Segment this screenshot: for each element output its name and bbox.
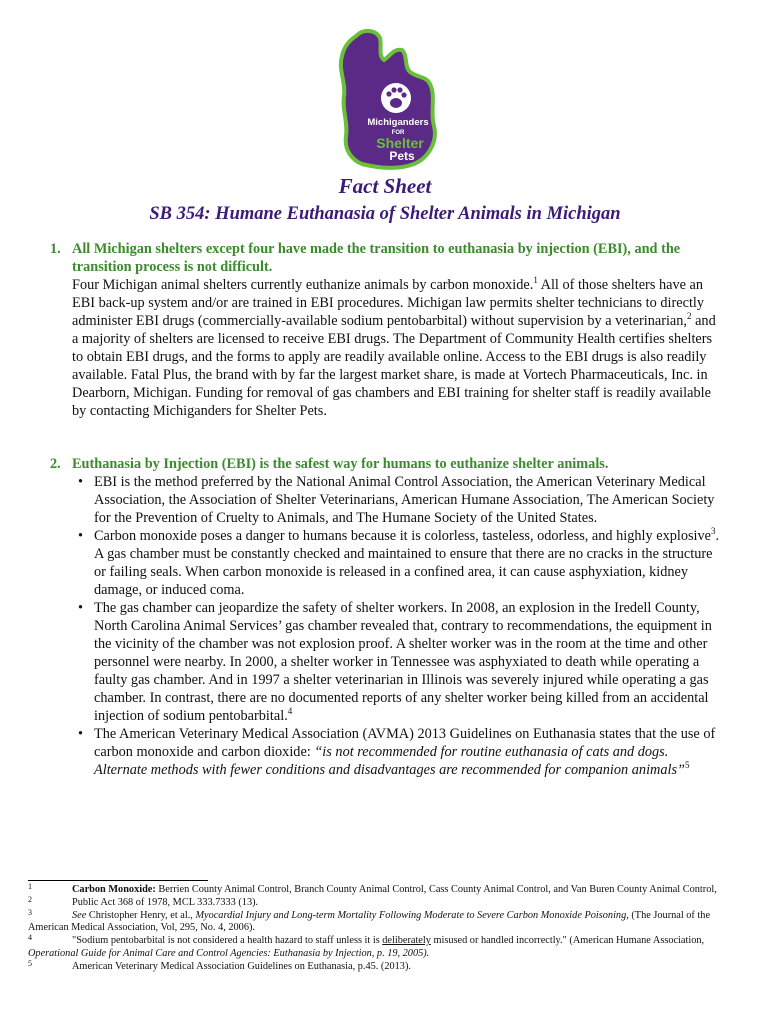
list-item (72, 527, 722, 599)
footnote-text: , (The Journal of the American Medical Association, Vol, 295, No. 4, 2006). (28, 909, 711, 934)
paragraph-text: and a majority of shelters are licensed to receive EBI drugs. The Department of Community Health certifies shelters to obtain EBI drugs, and the forms to apply are readily available online. Access to the EBI drugs is also readily available. Fatal Plus, the brand with by far the largest market share, is made at Vortech Pharmaceuticals, Inc. in Dearborn, Michigan. Funding for removal of gas chambers and EBI training for shelter staff is readily available by contacting Michiganders for Shelter Pets. (72, 313, 716, 419)
list-item (72, 599, 722, 725)
footnote-text: Berrien County Animal Control, Branch County Animal Control, Cass County Animal Control, and Van Buren County Animal Control, (155, 884, 717, 895)
bullet-text: Carbon monoxide poses a danger to humans because it is colorless, tasteless, odorless, and highly explosive (94, 528, 712, 544)
footnote-mark: 2 (28, 894, 32, 904)
footnote-bold: Carbon Monoxide: (72, 884, 156, 895)
section-heading-text: All Michigan shelters except four have made the transition to euthanasia by injection (EBI), and the transition process is not difficult. (72, 241, 681, 275)
footnotes (28, 884, 720, 974)
section-1-paragraph (72, 276, 722, 420)
quote-text: “is not recommended for routine euthanasia of cats and dogs. Alternate methods with fewer conditions and disadvantages are recommended for companion animals” (94, 744, 686, 778)
section-number: 2. (50, 456, 61, 472)
footnote-underline: deliberately (382, 935, 431, 947)
bullet-text: The American Veterinary Medical Association (AVMA) 2013 Guidelines on Euthanasia states that the use of carbon monoxide and carbon dioxide: (94, 726, 716, 760)
section-2-heading (50, 455, 722, 473)
section-number: 1. (50, 241, 61, 257)
logo-line3: Shelter (376, 135, 424, 151)
logo-line4: Pets (389, 149, 415, 163)
footnote-3 (28, 907, 720, 936)
footnote-mark: 3 (28, 907, 32, 917)
list-item (72, 473, 722, 527)
bullet-text: EBI is the method preferred by the National Animal Control Association, the American Veterinary Medical Association, the Association of Shelter Veterinarians, American Humane Association, The American Society for the Prevention of Cruelty to Animals, and The Humane Society of the United States. (94, 474, 715, 526)
bullet-text: . A gas chamber must be constantly checked and maintained to ensure that there are no cracks in the structure or failing seals. When carbon monoxide is released in a confined area, it can cause asphyxiation, kidney damage, or induced coma. (94, 528, 720, 598)
paragraph-text: Four Michigan animal shelters currently euthanize animals by carbon monoxide. (72, 277, 534, 293)
footnote-italic: Operational Guide for Animal Care and Control Agencies: Euthanasia by Injection, p. 19, 2005). (28, 947, 430, 959)
footnote-text: misused or handled incorrectly." (American Humane Association, (430, 935, 705, 947)
footnote-mark: 1 (28, 882, 32, 891)
section-1 (50, 240, 722, 420)
footnote-text: American Veterinary Medical Association Guidelines on Euthanasia, p.45. (2013). (72, 960, 411, 972)
footnote-4 (28, 935, 720, 961)
section-heading-text: Euthanasia by Injection (EBI) is the safest way for humans to euthanize shelter animals. (72, 456, 609, 472)
footnote-1 (28, 884, 720, 897)
footnote-ref: 5 (685, 760, 690, 771)
footnote-italic: Myocardial Injury and Long-term Mortality Following Moderate to Severe Carbon Monoxide Poisoning (195, 909, 627, 921)
bullet-icon: • (78, 726, 84, 742)
section-2 (50, 455, 722, 779)
logo-line2: FOR (391, 130, 405, 136)
bullet-text: The gas chamber can jeopardize the safety of shelter workers. In 2008, an explosion in the Iredell County, North Carolina Animal Services’ gas chamber revealed that, contrary to recommendations, the equipment in the vicinity of the chamber was not explosion proof. A shelter worker was in the room at the time and other personnel were nearby. In 2000, a shelter worker in Tennessee was asphyxiated to death while operating a faulty gas chamber. And in 1997 a shelter veterinarian in Illinois was severely injured while operating a gas chamber. In contrast, there are no documented reports of any shelter worker being killed from an accidental injection of sodium pentobarbital. (94, 600, 712, 724)
bullet-icon: • (78, 528, 84, 544)
footnote-text: Public Act 368 of 1978, MCL 333.7333 (13). (72, 896, 259, 908)
footnote-2 (28, 894, 720, 910)
list-item (72, 725, 722, 779)
bullet-icon: • (78, 600, 84, 616)
footnote-text: Christopher Henry, et al., (86, 909, 196, 921)
footnote-see: See (72, 909, 87, 921)
michiganders-logo (318, 26, 444, 170)
bullet-icon: • (78, 474, 84, 490)
footnote-ref: 3 (711, 526, 716, 537)
footnote-ref: 4 (287, 706, 293, 717)
footnote-divider (28, 880, 208, 881)
section-1-heading (50, 240, 722, 276)
paragraph-text: All of those shelters have an EBI back-up system and/or are trained in EBI procedures. Michigan law permits shelter technicians to directly administer EBI drugs (commercially-available sodium pentobarbital) without supervision by a veterinarian, (72, 277, 705, 329)
page-subtitle: SB 354: Humane Euthanasia of Shelter Animals in Michigan (149, 204, 621, 224)
footnote-mark: 5 (28, 958, 32, 968)
footnote-text: "Sodium pentobarbital is not considered a health hazard to staff unless it is (72, 935, 383, 947)
michigan-map-icon (318, 26, 444, 170)
page-title: Fact Sheet (338, 174, 432, 198)
bullet-list (72, 473, 722, 779)
footnote-ref: 1 (533, 275, 538, 286)
footnote-5 (28, 958, 720, 974)
footnote-mark: 4 (28, 933, 32, 943)
footnote-ref: 2 (687, 311, 692, 322)
logo-line1: Michiganders (367, 117, 429, 128)
